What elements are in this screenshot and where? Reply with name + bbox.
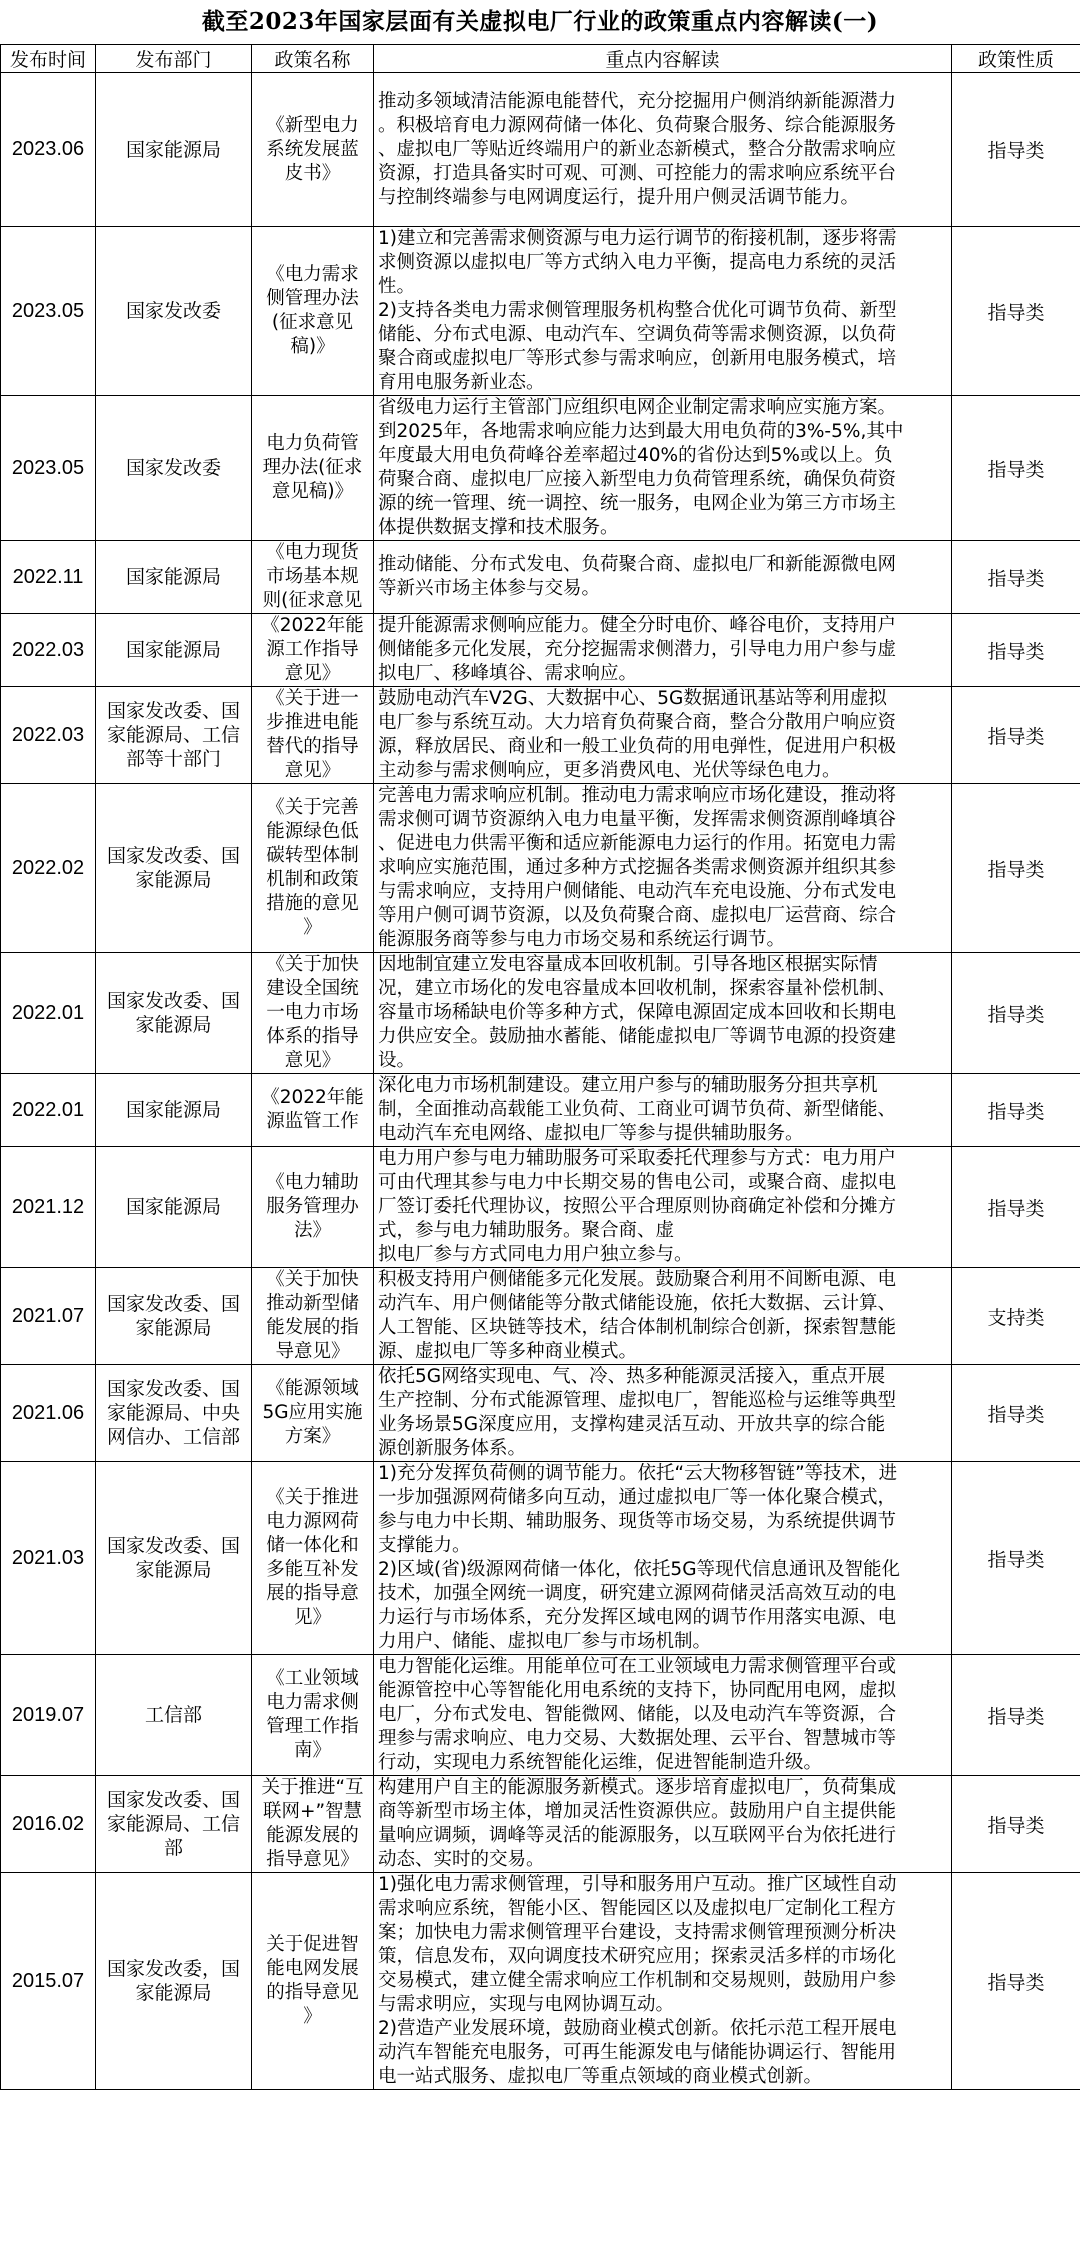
content-line: 源的统一管理、统一调控、统一服务，电网企业为第三方市场主 [378, 493, 897, 514]
content-line: 支撑能力。 [378, 1535, 471, 1556]
content-line: 能源管控中心等智能化用电系统的支持下，协同配用电网，虚拟 [378, 1680, 897, 1701]
content-line: 参与电力中长期、辅助服务、现货等市场交易，为系统提供调节 [378, 1511, 897, 1532]
policy-name-line: 稿)》 [290, 336, 335, 357]
department-cell [96, 1268, 252, 1365]
content-cell [374, 1147, 952, 1268]
content-line: 深化电力市场机制建设。建立用户参与的辅助服务分担共享机 [378, 1075, 878, 1096]
content-line: 积极支持用户侧储能多元化发展。鼓励聚合利用不间断电源、电 [378, 1269, 897, 1290]
content-line: 力供应安全。鼓励抽水蓄能、储能虚拟电厂等调节电源的投资建 [378, 1026, 897, 1047]
publish-date-cell: 2022.03 [1, 687, 96, 784]
publish-date-cell: 2021.03 [1, 1462, 96, 1655]
policy-name-line: 源监管工作 [266, 1111, 359, 1132]
content-line: 育用电服务新业态。 [378, 372, 545, 393]
policy-name-line: 》 [303, 917, 322, 938]
content-line: 到2025年，各地需求响应能力达到最大用电负荷的3%-5%,其中 [378, 421, 904, 442]
content-line: 一步加强源网荷储多向互动，通过虚拟电厂等一体化聚合模式， [378, 1487, 897, 1508]
content-line: 求侧资源以虚拟电厂等方式纳入电力平衡，提高电力系统的灵活 [378, 252, 897, 273]
content-line: 电动汽车充电网络、虚拟电厂等参与提供辅助服务。 [378, 1123, 804, 1144]
table-row [1, 614, 1080, 687]
header-dept: 发布部门 [96, 45, 252, 73]
table-row [1, 1147, 1080, 1268]
policy-name-line: 《能源领域 [266, 1378, 359, 1399]
content-line: 聚合商或虚拟电厂等形式参与需求响应，创新用电服务模式，培 [378, 348, 897, 369]
content-line: 1)建立和完善需求侧资源与电力运行调节的衔接机制，逐步将需 [378, 228, 897, 249]
policy-name-line: 《关于加快 [266, 954, 359, 975]
content-line: 行动，实现电力系统智能化运维，促进智能制造升级。 [378, 1752, 823, 1773]
content-cell [374, 396, 952, 541]
content-line: 动汽车、用户侧储能等分散式储能设施，依托大数据、云计算、 [378, 1293, 897, 1314]
content-line: 源、虚拟电厂等多种商业模式。 [378, 1341, 638, 1362]
content-cell [374, 541, 952, 614]
policy-type-cell: 指导类 [952, 614, 1080, 687]
content-cell [374, 1074, 952, 1147]
content-line: 交易模式，建立健全需求响应工作机制和交易规则，鼓励用户参 [378, 1970, 897, 1991]
publish-date-cell: 2019.07 [1, 1655, 96, 1776]
policy-name-line: 导意见》 [275, 1341, 350, 1362]
publish-date-cell: 2015.07 [1, 1873, 96, 2090]
policy-name-line: 储一体化和 [266, 1535, 359, 1556]
content-line: 商等新型市场主体，增加灵活性资源供应。鼓励用户自主提供能 [378, 1801, 897, 1822]
policy-type-cell: 指导类 [952, 1074, 1080, 1147]
content-cell [374, 687, 952, 784]
policy-name-line: 体系的指导 [266, 1026, 359, 1047]
department-line: 国家发改委，国 [106, 1958, 240, 1980]
content-line: 依托5G网络实现电、气、冷、热多种能源灵活接入，重点开展 [378, 1366, 886, 1387]
content-cell [374, 784, 952, 953]
content-line: 人工智能、区块链等技术，结合体制机制综合创新，探索智慧能 [378, 1317, 897, 1338]
table-row [1, 1873, 1080, 2090]
content-line: 技术，加强全网统一调度，研究建立源网荷储灵活高效互动的电 [378, 1583, 897, 1604]
policy-name-cell [252, 1074, 374, 1147]
content-line: 构建用户自主的能源服务新模式。逐步培育虚拟电厂，负荷集成 [378, 1777, 897, 1798]
policy-name-line: 关于促进智 [266, 1934, 359, 1955]
policy-name-cell [252, 953, 374, 1074]
content-cell [374, 1873, 952, 2090]
publish-date-cell: 2022.02 [1, 784, 96, 953]
policy-name-line: 关于推进“互 [261, 1777, 364, 1798]
policy-type-cell: 指导类 [952, 1462, 1080, 1655]
policy-name-cell [252, 614, 374, 687]
department-cell [96, 1365, 252, 1462]
table-row [1, 73, 1080, 227]
content-line: 源，释放居民、商业和一般工业负荷的用电弹性，促进用户积极 [378, 736, 897, 757]
content-line: 求响应实施范围，通过多种方式挖掘各类需求侧资源并组织其参 [378, 857, 897, 878]
content-cell [374, 953, 952, 1074]
policy-name-line: 系统发展蓝 [266, 138, 359, 160]
policy-name-line: 电力源网荷 [266, 1511, 359, 1532]
content-line: 力用户、储能、虚拟电厂参与市场机制。 [378, 1631, 712, 1652]
policy-type-cell: 指导类 [952, 687, 1080, 784]
department-line: 家能源局、工信 [106, 724, 240, 746]
policy-type-cell: 指导类 [952, 396, 1080, 541]
publish-date-cell: 2022.11 [1, 541, 96, 614]
policy-name-line: 能源发展的 [266, 1825, 359, 1846]
table-row [1, 1655, 1080, 1776]
policy-name-line: 管理工作指 [266, 1716, 359, 1737]
department-line: 部等十部门 [125, 748, 221, 770]
content-line: 电厂，分布式发电、智能微网、储能，以及电动汽车等资源，合 [378, 1704, 897, 1725]
policy-name-line: 一电力市场 [266, 1002, 359, 1023]
content-line: 等用户侧可调节资源，以及负荷聚合商、虚拟电厂运营商、综合 [378, 905, 897, 926]
department-line: 国家发改委、国 [106, 1378, 240, 1400]
policy-name-line: 《关于完善 [266, 797, 359, 818]
content-line: 需求响应系统，智能小区、智能园区以及虚拟电厂定制化工程方 [378, 1898, 897, 1919]
header-type: 政策性质 [952, 45, 1080, 73]
content-line: 电厂参与系统互动。大力培育负荷聚合商，整合分散用户响应资 [378, 712, 897, 733]
policy-name-line: 建设全国统 [266, 978, 359, 999]
content-line: 生产控制、分布式能源管理、虚拟电厂，智能巡检与运维等典型 [378, 1390, 897, 1411]
policy-name-line: 《工业领域 [266, 1668, 359, 1689]
department-line: 家能源局 [135, 1317, 212, 1339]
policy-name-line: 《关于推进 [266, 1487, 359, 1508]
department-line: 家能源局 [135, 1559, 212, 1581]
policy-name-cell [252, 1268, 374, 1365]
policy-name-cell [252, 784, 374, 953]
content-line: 可由代理其参与电力中长期交易的售电公司，或聚合商、虚拟电 [378, 1172, 897, 1193]
department-line: 国家能源局 [125, 1196, 221, 1218]
content-line: 储能、分布式电源、电动汽车、空调负荷等需求侧资源，以负荷 [378, 324, 897, 345]
publish-date-cell: 2021.12 [1, 1147, 96, 1268]
publish-date-cell: 2021.06 [1, 1365, 96, 1462]
content-line: 业务场景5G深度应用，支撑构建灵活互动、开放共享的综合能 [378, 1414, 886, 1435]
policy-table-body [1, 73, 1080, 2090]
policy-name-line: 步推进电能 [266, 712, 359, 733]
content-line: 与需求明应，实现与电网协调互动。 [378, 1994, 675, 2015]
policy-name-cell [252, 1365, 374, 1462]
policy-name-cell [252, 541, 374, 614]
content-line: 电力智能化运维。用能单位可在工业领域电力需求侧管理平台或 [378, 1656, 897, 1677]
policy-name-line: 源工作指导 [266, 639, 359, 660]
policy-name-line: 《新型电力 [266, 114, 359, 136]
department-cell [96, 784, 252, 953]
department-line: 家能源局 [135, 1982, 212, 2004]
table-row [1, 1776, 1080, 1873]
policy-name-line: 意见》 [284, 760, 341, 781]
policy-name-line: 南》 [293, 1740, 331, 1761]
policy-name-line: 电力需求侧 [266, 1692, 359, 1713]
policy-name-cell [252, 1655, 374, 1776]
policy-name-line: 能电网发展 [266, 1958, 359, 1979]
department-line: 国家发改委、国 [106, 1293, 240, 1315]
department-line: 国家发改委 [125, 300, 221, 322]
content-line: 完善电力需求响应机制。推动电力需求响应市场化建设，推动将 [378, 785, 897, 806]
content-line: 推动储能、分布式发电、负荷聚合商、虚拟电厂和新能源微电网 [378, 554, 897, 575]
policy-name-line: 联网+”智慧 [262, 1801, 363, 1822]
department-cell [96, 1655, 252, 1776]
content-line: 电一站式服务、虚拟电厂等重点领域的商业模式创新。 [378, 2066, 823, 2087]
content-line: 厂签订委托代理协议，按照公平合理原则协商确定补偿和分摊方 [378, 1196, 897, 1217]
content-line: 1)强化电力需求侧管理，引导和服务用户互动。推广区域性自动 [378, 1874, 897, 1895]
policy-name-cell [252, 1462, 374, 1655]
policy-name-line: 的指导意见 [266, 1982, 359, 2003]
content-line: 推动多领域清洁能源电能替代，充分挖掘用户侧消纳新能源潜力 [378, 90, 897, 112]
content-line: 力运行与市场体系，充分发挥区域电网的调节作用落实电源、电 [378, 1607, 897, 1628]
policy-name-line: 5G应用实施 [262, 1402, 363, 1423]
policy-name-cell [252, 1776, 374, 1873]
table-row [1, 1268, 1080, 1365]
department-cell [96, 687, 252, 784]
department-cell [96, 1873, 252, 2090]
content-line: 需求侧可调节资源纳入电力电量平衡，发挥需求侧资源削峰填谷 [378, 809, 897, 830]
policy-name-cell [252, 396, 374, 541]
content-line: 等新兴市场主体参与交易。 [378, 578, 601, 599]
policy-name-line: 意见》 [284, 663, 341, 684]
content-line: 电力用户参与电力辅助服务可采取委托代理参与方式：电力用户 [378, 1148, 897, 1169]
header-date: 发布时间 [1, 45, 96, 73]
department-cell [96, 396, 252, 541]
policy-name-line: 皮书》 [284, 162, 341, 184]
policy-name-line: 则(征求意见 [262, 590, 363, 611]
content-line: 1)充分发挥负荷侧的调节能力。依托“云大物移智链”等技术，进 [378, 1463, 898, 1484]
department-line: 国家发改委、国 [106, 700, 240, 722]
department-cell [96, 227, 252, 396]
table-row [1, 687, 1080, 784]
department-cell [96, 1074, 252, 1147]
policy-name-line: 措施的意见 [266, 893, 359, 914]
department-line: 家能源局 [135, 869, 212, 891]
policy-name-line: 指导意见》 [266, 1849, 359, 1870]
department-cell [96, 953, 252, 1074]
department-cell [96, 614, 252, 687]
policy-name-line: 《关于进一 [266, 688, 359, 709]
table-row [1, 1365, 1080, 1462]
department-line: 部 [163, 1837, 183, 1859]
department-line: 国家发改委、国 [106, 1789, 240, 1811]
policy-name-line: 《电力辅助 [266, 1172, 359, 1193]
policy-name-line: 多能互补发 [266, 1559, 359, 1580]
table-row [1, 396, 1080, 541]
header-name: 政策名称 [252, 45, 374, 73]
content-cell [374, 73, 952, 227]
policy-name-cell [252, 227, 374, 396]
policy-name-line: 电力负荷管 [266, 433, 359, 454]
content-cell [374, 1365, 952, 1462]
policy-type-cell: 指导类 [952, 784, 1080, 953]
policy-name-line: 见》 [293, 1607, 331, 1628]
policy-name-line: 法》 [293, 1220, 331, 1241]
policy-name-line: 碳转型体制 [266, 845, 359, 866]
content-line: 年度最大用电负荷峰谷差率超过40%的省份达到5%或以上。负 [378, 445, 893, 466]
content-line: 主动参与需求侧响应，更多消费风电、光伏等绿色电力。 [378, 760, 841, 781]
content-line: 量响应调频，调峰等灵活的能源服务，以互联网平台为依托进行 [378, 1825, 897, 1846]
policy-type-cell: 指导类 [952, 1873, 1080, 2090]
table-row [1, 784, 1080, 953]
policy-name-line: 《2022年能 [261, 1087, 364, 1108]
policy-name-line: 《电力需求 [266, 264, 359, 285]
content-line: 式，参与电力辅助服务。聚合商、虚 [378, 1220, 675, 1241]
policy-type-cell: 指导类 [952, 227, 1080, 396]
policy-type-cell: 指导类 [952, 1776, 1080, 1873]
policy-name-cell [252, 1873, 374, 2090]
department-line: 国家发改委、国 [106, 1535, 240, 1557]
policy-type-cell: 指导类 [952, 541, 1080, 614]
content-line: 提升能源需求侧响应能力。健全分时电价、峰谷电价，支持用户 [378, 615, 897, 636]
publish-date-cell: 2023.05 [1, 227, 96, 396]
content-line: 因地制宜建立发电容量成本回收机制。引导各地区根据实际情 [378, 954, 878, 975]
content-line: 制，全面推动高载能工业负荷、工商业可调节负荷、新型储能、 [378, 1099, 897, 1120]
policy-name-cell [252, 1147, 374, 1268]
content-line: 容量市场稀缺电价等多种方式，保障电源固定成本回收和长期电 [378, 1002, 897, 1023]
publish-date-cell: 2022.01 [1, 953, 96, 1074]
table-row [1, 227, 1080, 396]
content-line: 源创新服务体系。 [378, 1438, 527, 1459]
content-line: 2)区域(省)级源网荷储一体化，依托5G等现代信息通讯及智能化 [378, 1559, 901, 1580]
department-cell [96, 1462, 252, 1655]
department-cell [96, 1147, 252, 1268]
policy-name-line: 推动新型储 [266, 1293, 359, 1314]
department-line: 网信办、工信部 [106, 1426, 240, 1448]
content-line: 性。 [378, 276, 416, 297]
content-line: 案；加快电力需求侧管理平台建设，支持需求侧管理预测分析决 [378, 1922, 897, 1943]
content-cell [374, 227, 952, 396]
policy-type-cell: 指导类 [952, 1365, 1080, 1462]
content-line: 况，建立市场化的发电容量成本回收机制，探索容量补偿机制、 [378, 978, 897, 999]
policy-type-cell: 支持类 [952, 1268, 1080, 1365]
header-content: 重点内容解读 [374, 45, 952, 73]
department-cell [96, 73, 252, 227]
content-line: 。积极培育电力源网荷储一体化、负荷聚合服务、综合能源服务 [378, 114, 897, 136]
publish-date-cell: 2016.02 [1, 1776, 96, 1873]
content-line: 策，信息发布，双向调度技术研究应用；探索灵活多样的市场化 [378, 1946, 897, 1967]
policy-name-line: 方案》 [284, 1426, 341, 1447]
table-row [1, 1462, 1080, 1655]
policy-name-line: 展的指导意 [266, 1583, 359, 1604]
content-line: 拟电厂参与方式同电力用户独立参与。 [378, 1244, 693, 1265]
policy-name-line: 《电力现货 [266, 542, 359, 563]
publish-date-cell: 2023.06 [1, 73, 96, 227]
content-line: 2)支持各类电力需求侧管理服务机构整合优化可调节负荷、新型 [378, 300, 897, 321]
policy-name-line: 机制和政策 [266, 869, 359, 890]
table-row [1, 541, 1080, 614]
policy-type-cell: 指导类 [952, 1147, 1080, 1268]
department-line: 国家发改委 [125, 457, 221, 479]
policy-name-line: 市场基本规 [266, 566, 359, 587]
content-line: 省级电力运行主管部门应组织电网企业制定需求响应实施方案。 [378, 397, 897, 418]
policy-name-line: 《2022年能 [261, 615, 364, 636]
content-line: 动态、实时的交易。 [378, 1849, 545, 1870]
publish-date-cell: 2023.05 [1, 396, 96, 541]
department-cell [96, 541, 252, 614]
content-line: 2)营造产业发展环境，鼓励商业模式创新。依托示范工程开展电 [378, 2018, 897, 2039]
policy-name-line: 意见》 [284, 1050, 341, 1071]
policy-name-line: 服务管理办 [266, 1196, 359, 1217]
policy-type-cell: 指导类 [952, 953, 1080, 1074]
header-row [1, 45, 1080, 73]
content-line: 资源，打造具备实时可观、可测、可控能力的需求响应系统平台 [378, 162, 897, 184]
policy-type-cell: 指导类 [952, 73, 1080, 227]
policy-table [0, 44, 1080, 2090]
document-title: 截至2023年国家层面有关虚拟电厂行业的政策重点内容解读(一) [201, 8, 879, 35]
policy-name-line: 能源绿色低 [266, 821, 359, 842]
table-row [1, 953, 1080, 1074]
content-line: 动汽车智能充电服务，可再生能源发电与储能协调运行、智能用 [378, 2042, 897, 2063]
content-cell [374, 1655, 952, 1776]
policy-name-line: (征求意见 [271, 312, 354, 333]
policy-name-line: 侧管理办法 [266, 288, 359, 309]
publish-date-cell: 2022.03 [1, 614, 96, 687]
policy-name-line: 理办法(征求 [262, 457, 363, 478]
content-line: 侧储能多元化发展，充分挖掘需求侧潜力，引导电力用户参与虚 [378, 639, 897, 660]
department-line: 工信部 [144, 1704, 202, 1726]
department-line: 国家发改委、国 [106, 845, 240, 867]
policy-name-line: 意见稿)》 [271, 481, 354, 502]
table-row [1, 1074, 1080, 1147]
department-line: 国家能源局 [125, 639, 221, 661]
content-line: 能源服务商等参与电力市场交易和系统运行调节。 [378, 929, 786, 950]
department-line: 家能源局 [135, 1014, 212, 1036]
policy-name-line: 《关于加快 [266, 1269, 359, 1290]
content-line: 与需求响应，支持用户侧储能、电动汽车充电设施、分布式发电 [378, 881, 897, 902]
department-line: 家能源局、中央 [106, 1402, 240, 1424]
policy-type-cell: 指导类 [952, 1655, 1080, 1776]
policy-name-line: 替代的指导 [266, 736, 359, 757]
department-line: 家能源局、工信 [106, 1813, 240, 1835]
department-line: 国家发改委、国 [106, 990, 240, 1012]
policy-name-line: 能发展的指 [266, 1317, 359, 1338]
content-cell [374, 1462, 952, 1655]
content-line: 鼓励电动汽车V2G、大数据中心、5G数据通讯基站等利用虚拟 [378, 688, 887, 709]
content-line: 、促进电力供需平衡和适应新能源电力运行的作用。拓宽电力需 [378, 833, 897, 854]
department-line: 国家能源局 [125, 138, 221, 161]
publish-date-cell: 2021.07 [1, 1268, 96, 1365]
department-cell [96, 1776, 252, 1873]
publish-date-cell: 2022.01 [1, 1074, 96, 1147]
content-line: 设。 [378, 1050, 416, 1071]
content-line: 与控制终端参与电网调度运行，提升用户侧灵活调节能力。 [378, 186, 860, 208]
department-line: 国家能源局 [125, 1099, 221, 1121]
department-line: 国家能源局 [125, 566, 221, 588]
content-line: 理参与需求响应、电力交易、大数据处理、云平台、智慧城市等 [378, 1728, 897, 1749]
policy-name-cell [252, 73, 374, 227]
content-line: 、虚拟电厂等贴近终端用户的新业态新模式，整合分散需求响应 [378, 138, 897, 160]
policy-name-cell [252, 687, 374, 784]
policy-name-line: 》 [303, 2006, 322, 2027]
content-cell [374, 1776, 952, 1873]
content-line: 拟电厂、移峰填谷、需求响应。 [378, 663, 638, 684]
content-line: 体提供数据支撑和技术服务。 [378, 517, 619, 538]
content-cell [374, 614, 952, 687]
content-line: 荷聚合商、虚拟电厂应接入新型电力负荷管理系统，确保负荷资 [378, 469, 897, 490]
content-cell [374, 1268, 952, 1365]
